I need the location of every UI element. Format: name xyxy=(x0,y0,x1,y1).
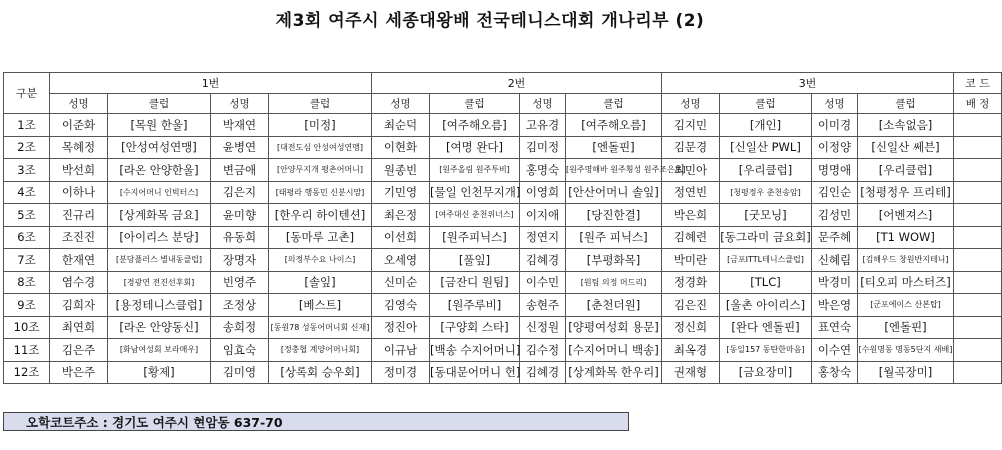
player-name: 최연희 xyxy=(50,316,108,339)
player-club: [안산어머니 솔잎] xyxy=(566,181,662,204)
col-club-header: 클럽 xyxy=(269,94,372,114)
player-club: [동일157 동탄한마음] xyxy=(720,339,812,362)
player-name: 김미정 xyxy=(520,136,566,159)
player-name: 박선희 xyxy=(50,159,108,182)
col-name-header: 성명 xyxy=(812,94,858,114)
player-club: [라온 안양한울] xyxy=(108,159,211,182)
player-name: 박미란 xyxy=(662,249,720,272)
player-name: 신혜림 xyxy=(812,249,858,272)
code-assign-cell xyxy=(954,114,1002,137)
player-club: [정충협 계양어머니회] xyxy=(269,339,372,362)
player-club: [구양회 스타] xyxy=(430,316,520,339)
player-club: [우리클럽] xyxy=(720,159,812,182)
player-name: 박재연 xyxy=(211,114,269,137)
player-club: [굿모닝] xyxy=(720,204,812,227)
player-name: 김혜련 xyxy=(662,226,720,249)
col-club-header: 클럽 xyxy=(858,94,954,114)
player-club: [월곡장미] xyxy=(858,361,954,384)
player-club: [풀잎] xyxy=(430,249,520,272)
player-name: 김은지 xyxy=(211,181,269,204)
player-name: 윤미향 xyxy=(211,204,269,227)
player-name: 윤병연 xyxy=(211,136,269,159)
player-club: [물일 인천무지개] xyxy=(430,181,520,204)
player-name: 변금애 xyxy=(211,159,269,182)
code-assign-cell xyxy=(954,204,1002,227)
group-2-header: 2번 xyxy=(372,73,662,94)
table-row xyxy=(4,249,1002,272)
player-name: 빈영주 xyxy=(211,271,269,294)
code-header: 코 드 xyxy=(954,73,1002,94)
player-club: [청평정우 프리테] xyxy=(858,181,954,204)
player-club: [원주 피닉스] xyxy=(566,226,662,249)
table-row xyxy=(4,136,1002,159)
player-name: 임효숙 xyxy=(211,339,269,362)
code-assign-cell xyxy=(954,226,1002,249)
player-name: 정미경 xyxy=(372,361,430,384)
code-assign-cell xyxy=(954,159,1002,182)
player-club: [신일산 PWL] xyxy=(720,136,812,159)
col-club-header: 클럽 xyxy=(720,94,812,114)
player-club: [원주루비] xyxy=(430,294,520,317)
player-name: 정연빈 xyxy=(662,181,720,204)
col-name-header: 성명 xyxy=(50,94,108,114)
code-assign-cell xyxy=(954,294,1002,317)
table-row xyxy=(4,339,1002,362)
player-name: 신정원 xyxy=(520,316,566,339)
player-name: 홍창숙 xyxy=(812,361,858,384)
player-name: 최옥경 xyxy=(662,339,720,362)
player-club: [동그라미 금요회] xyxy=(720,226,812,249)
player-club: [티오피 마스터즈] xyxy=(858,271,954,294)
header-row-groups xyxy=(4,73,1002,94)
round-label: 7조 xyxy=(4,249,50,272)
player-name: 김인순 xyxy=(812,181,858,204)
player-club: [원주명해바 원주횡성 원주조은트] xyxy=(566,159,662,182)
player-club: [부평화목] xyxy=(566,249,662,272)
player-club: [목원 한울] xyxy=(108,114,211,137)
player-name: 김미영 xyxy=(211,361,269,384)
table-row xyxy=(4,204,1002,227)
player-club: [양평여성회 용문] xyxy=(566,316,662,339)
player-club: [안성여성연맹] xyxy=(108,136,211,159)
code-assign-cell xyxy=(954,181,1002,204)
player-club: [어벤져스] xyxy=(858,204,954,227)
player-name: 김희자 xyxy=(50,294,108,317)
assign-header: 배 정 xyxy=(954,94,1002,114)
player-club: [라온 안양동신] xyxy=(108,316,211,339)
player-club: [금요장미] xyxy=(720,361,812,384)
player-name: 김혜경 xyxy=(520,249,566,272)
player-name: 김영숙 xyxy=(372,294,430,317)
round-label: 10조 xyxy=(4,316,50,339)
col-name-header: 성명 xyxy=(520,94,566,114)
player-name: 기민영 xyxy=(372,181,430,204)
group-1-header: 1번 xyxy=(50,73,372,94)
player-name: 김은진 xyxy=(662,294,720,317)
player-club: [수지어머니 인빅터스] xyxy=(108,181,211,204)
player-club: [원팀 의정 머드리] xyxy=(566,271,662,294)
col-name-header: 성명 xyxy=(372,94,430,114)
player-name: 이수연 xyxy=(812,339,858,362)
round-label: 6조 xyxy=(4,226,50,249)
player-name: 신미순 xyxy=(372,271,430,294)
player-name: 박은주 xyxy=(50,361,108,384)
col-name-header: 성명 xyxy=(211,94,269,114)
player-club: [원주피닉스] xyxy=(430,226,520,249)
player-name: 김지민 xyxy=(662,114,720,137)
player-name: 장명자 xyxy=(211,249,269,272)
table-row xyxy=(4,114,1002,137)
player-club: [태평라 행동민 신분시맘] xyxy=(269,181,372,204)
player-club: [군포에이스 산본탑] xyxy=(858,294,954,317)
player-club: [원주올림 원주투비] xyxy=(430,159,520,182)
player-name: 정연지 xyxy=(520,226,566,249)
player-name: 고유경 xyxy=(520,114,566,137)
player-name: 이준화 xyxy=(50,114,108,137)
table-row xyxy=(4,159,1002,182)
player-club: [동대문어머니 헌] xyxy=(430,361,520,384)
round-label: 5조 xyxy=(4,204,50,227)
gubun-header: 구분 xyxy=(4,73,50,114)
player-club: [춘천더원] xyxy=(566,294,662,317)
player-name: 정경화 xyxy=(662,271,720,294)
player-club: [울촌 아이리스] xyxy=(720,294,812,317)
col-club-header: 클럽 xyxy=(430,94,520,114)
player-name: 이영희 xyxy=(520,181,566,204)
player-name: 문주혜 xyxy=(812,226,858,249)
player-club: [금잔디 원팀] xyxy=(430,271,520,294)
code-assign-cell xyxy=(954,136,1002,159)
player-club: [개인] xyxy=(720,114,812,137)
table-row xyxy=(4,294,1002,317)
player-name: 권재형 xyxy=(662,361,720,384)
player-name: 송희정 xyxy=(211,316,269,339)
player-name: 원종빈 xyxy=(372,159,430,182)
col-club-header: 클럽 xyxy=(108,94,211,114)
player-club: [수원명동 명동5단지 새배] xyxy=(858,339,954,362)
player-name: 정진아 xyxy=(372,316,430,339)
player-name: 조정상 xyxy=(211,294,269,317)
player-club: [미정] xyxy=(269,114,372,137)
player-name: 오세영 xyxy=(372,249,430,272)
round-label: 8조 xyxy=(4,271,50,294)
player-name: 이미경 xyxy=(812,114,858,137)
player-name: 표연숙 xyxy=(812,316,858,339)
player-club: [청평정우 춘천송암] xyxy=(720,181,812,204)
header-row-columns xyxy=(4,94,1002,114)
player-club: [완다 엔돌핀] xyxy=(720,316,812,339)
player-club: [베스트] xyxy=(269,294,372,317)
player-club: [금포ITTL테니스클럽] xyxy=(720,249,812,272)
player-club: [동마루 고촌] xyxy=(269,226,372,249)
player-club: [T1 WOW] xyxy=(858,226,954,249)
player-club: [경광연 전진선후회] xyxy=(108,271,211,294)
player-club: [신일산 쎄븐] xyxy=(858,136,954,159)
player-name: 이규남 xyxy=(372,339,430,362)
player-club: [당진한결] xyxy=(566,204,662,227)
player-club: [상계화목 한우리] xyxy=(566,361,662,384)
player-club: [여주해오름] xyxy=(430,114,520,137)
table-row xyxy=(4,316,1002,339)
round-label: 9조 xyxy=(4,294,50,317)
player-name: 박경미 xyxy=(812,271,858,294)
player-club: [여주해오름] xyxy=(566,114,662,137)
player-name: 박은영 xyxy=(812,294,858,317)
player-club: [엔돌핀] xyxy=(858,316,954,339)
player-club: [상계화목 금요] xyxy=(108,204,211,227)
player-club: [분당플러스 별내동클럽] xyxy=(108,249,211,272)
player-club: [수지어머니 백송] xyxy=(566,339,662,362)
player-club: [황제] xyxy=(108,361,211,384)
player-club: [소속없음] xyxy=(858,114,954,137)
player-name: 홍명숙 xyxy=(520,159,566,182)
player-name: 진규리 xyxy=(50,204,108,227)
player-club: [화남여성회 보라매우] xyxy=(108,339,211,362)
player-name: 이선희 xyxy=(372,226,430,249)
player-club: [TLC] xyxy=(720,271,812,294)
group-3-header: 3번 xyxy=(662,73,954,94)
player-club: [대전도심 안성여성연맹] xyxy=(269,136,372,159)
code-assign-cell xyxy=(954,249,1002,272)
code-assign-cell xyxy=(954,271,1002,294)
player-name: 김혜경 xyxy=(520,361,566,384)
player-name: 송현주 xyxy=(520,294,566,317)
player-name: 한재연 xyxy=(50,249,108,272)
player-club: [여명 완다] xyxy=(430,136,520,159)
code-assign-cell xyxy=(954,339,1002,362)
player-club: [여주대신 춘천위너스] xyxy=(430,204,520,227)
player-club: [의정부수요 나이스] xyxy=(269,249,372,272)
player-club: [솔잎] xyxy=(269,271,372,294)
round-label: 11조 xyxy=(4,339,50,362)
table-row xyxy=(4,226,1002,249)
player-name: 김수정 xyxy=(520,339,566,362)
table-row xyxy=(4,181,1002,204)
player-club: [아이리스 분당] xyxy=(108,226,211,249)
code-assign-cell xyxy=(954,361,1002,384)
court-address: 오학코트주소 : 경기도 여주시 현암동 637-70 xyxy=(3,412,629,431)
player-club: [동원78 성동어머니회 신재] xyxy=(269,316,372,339)
player-name: 목혜정 xyxy=(50,136,108,159)
player-club: [용정테니스클럽] xyxy=(108,294,211,317)
round-label: 4조 xyxy=(4,181,50,204)
player-name: 박은희 xyxy=(662,204,720,227)
col-club-header: 클럽 xyxy=(566,94,662,114)
player-name: 이하나 xyxy=(50,181,108,204)
round-label: 1조 xyxy=(4,114,50,137)
player-name: 이수민 xyxy=(520,271,566,294)
player-name: 김문경 xyxy=(662,136,720,159)
player-club: [우리클럽] xyxy=(858,159,954,182)
player-name: 염수경 xyxy=(50,271,108,294)
player-name: 최순덕 xyxy=(372,114,430,137)
player-name: 이정양 xyxy=(812,136,858,159)
player-name: 최민아 xyxy=(662,159,720,182)
table-row xyxy=(4,361,1002,384)
player-name: 김성민 xyxy=(812,204,858,227)
round-label: 12조 xyxy=(4,361,50,384)
player-club: [한우리 하이텐션] xyxy=(269,204,372,227)
player-name: 최은정 xyxy=(372,204,430,227)
table-row xyxy=(4,271,1002,294)
player-name: 명명애 xyxy=(812,159,858,182)
player-club: [안양무지개 평촌어머니] xyxy=(269,159,372,182)
player-club: [엔돌핀] xyxy=(566,136,662,159)
player-name: 이지애 xyxy=(520,204,566,227)
player-name: 유동희 xyxy=(211,226,269,249)
page-title: 제3회 여주시 세종대왕배 전국테니스대회 개나리부 (2) xyxy=(275,11,705,31)
round-label: 2조 xyxy=(4,136,50,159)
code-assign-cell xyxy=(954,316,1002,339)
player-name: 조진진 xyxy=(50,226,108,249)
player-club: [상록회 승우회] xyxy=(269,361,372,384)
player-club: [백송 수지어머니] xyxy=(430,339,520,362)
bracket-table xyxy=(3,72,1002,384)
player-name: 정신희 xyxy=(662,316,720,339)
player-club: [김해우드 창원반지테니] xyxy=(858,249,954,272)
player-name: 김은주 xyxy=(50,339,108,362)
player-name: 이현화 xyxy=(372,136,430,159)
round-label: 3조 xyxy=(4,159,50,182)
col-name-header: 성명 xyxy=(662,94,720,114)
